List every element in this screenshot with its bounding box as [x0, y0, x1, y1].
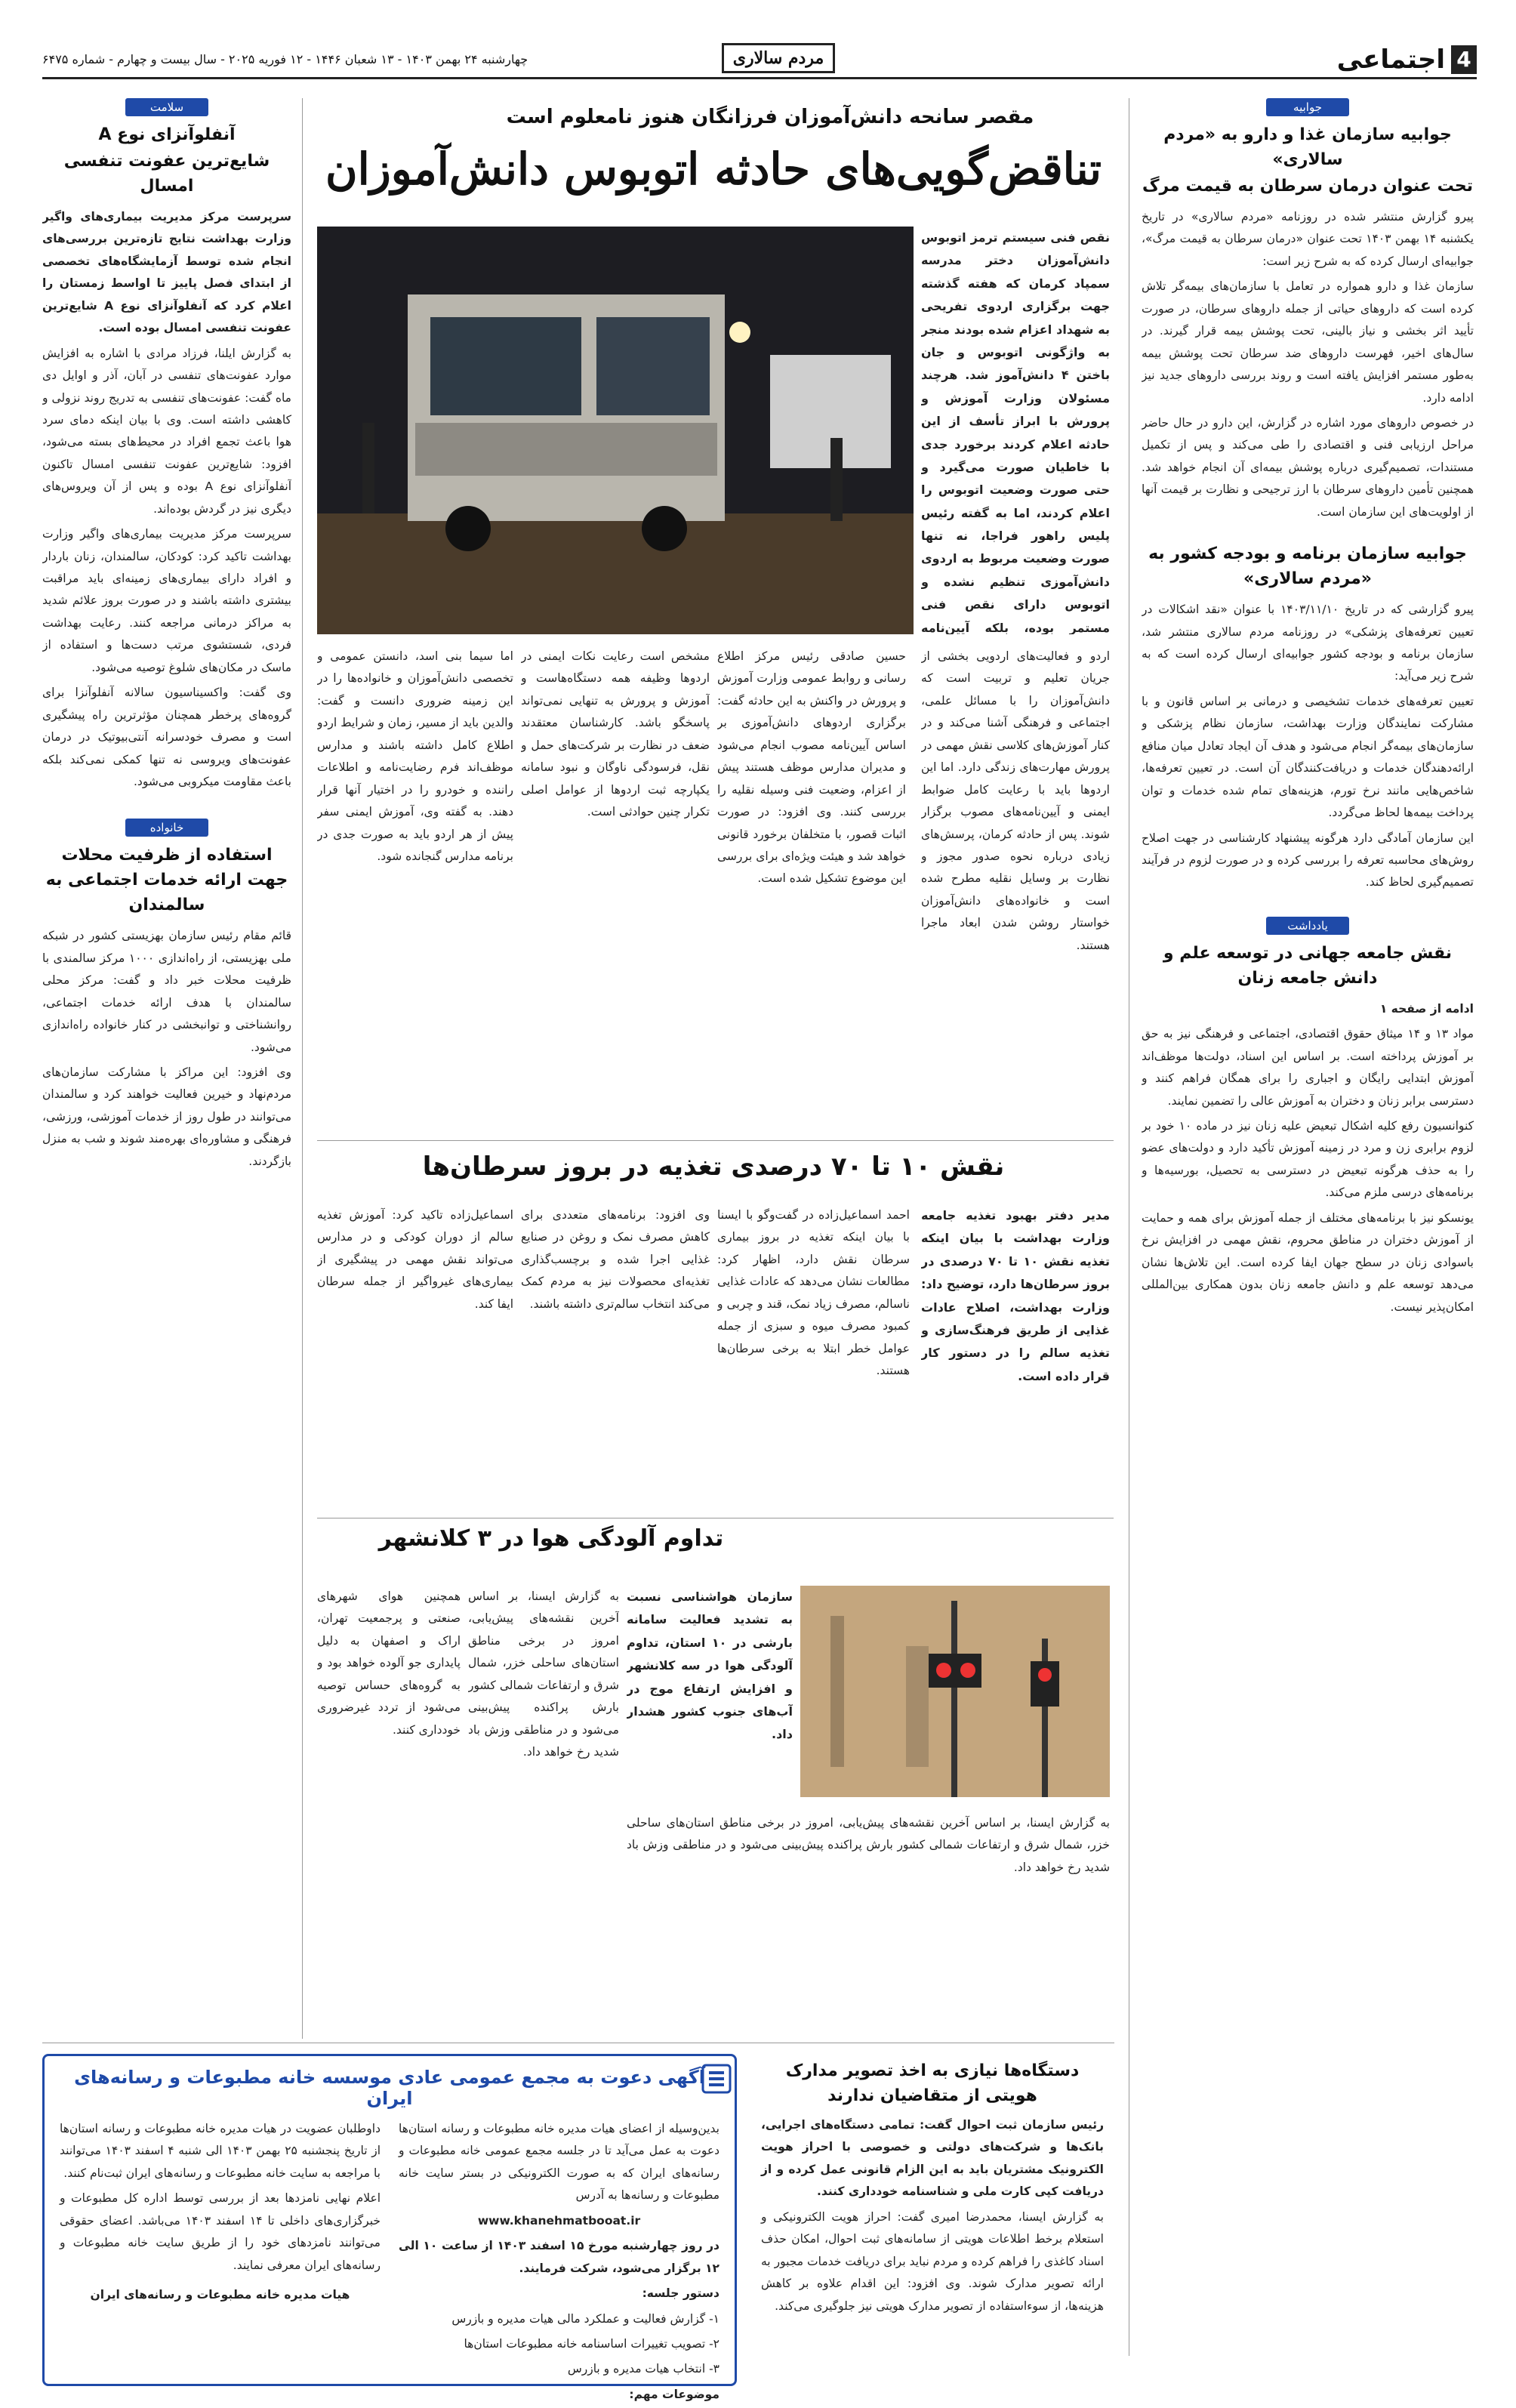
paragraph: اردو و فعالیت‌های اردویی بخشی از جریان تعلیم و تربیت است که دانش‌آموزان را با مسائل علمی، اجتماعی و فرهنگی آشنا می‌کند و در کنار آموزش‌های کلاسی نقش مهمی در پرورش مهارت‌های زندگی دارد. اما این اردوها باید با رعایت کامل ضوابط ایمنی و آیین‌نامه‌های مصوب برگزار شوند. پس از حادثه کرمان، پرسش‌های زیادی درباره نحوه صدور مجوز و نظارت بر وسایل نقلیه مطرح شده است و خانواده‌های دانش‌آموزان خواستار روشن شدن ابعاد ماجرا هستند.	[921, 649, 1110, 952]
nutrition-col-1	[717, 1204, 910, 1514]
paragraph: احمد اسماعیل‌زاده در گفت‌وگو با ایسنا با بیان اینکه تغذیه در بروز بیماری سرطان نقش دارد، اظهار کرد: مطالعات نشان می‌دهد که عادات غذایی ناسالم، مصرف زیاد نمک، قند و چربی و کمبود مصرف میوه و سبزی از جمله عوامل خطر ابتلا به برخی سرطان‌ها هستند.	[717, 1208, 910, 1378]
paragraph: به گزارش ایسنا، محمدرضا امیری گفت: احراز هویت الکترونیکی و استعلام برخط اطلاعات هویتی از سامانه‌های ثبت احوال، امکان حذف اسناد کاغذی را فراهم کرده و مردم نباید برای دریافت خدمات مجبور به ارائه تصویر مدارک شوند. وی افزود: این اقدام علاوه بر کاهش هزینه‌ها، از سوءاستفاده از تصویر مدارک هویتی نیز جلوگیری می‌کند.	[761, 2209, 1104, 2313]
ad-paragraph: در روز چهارشنبه مورخ ۱۵ اسفند ۱۴۰۳ از ساعت ۱۰ الی ۱۲ برگزار می‌شود، شرکت فرمایند.	[399, 2239, 720, 2275]
dateline: چهارشنبه ۲۴ بهمن ۱۴۰۳ - ۱۳ شعبان ۱۴۴۶ - ۱۲ فوریه ۲۰۲۵ - سال بیست و چهارم - شماره ۶۴۷۵	[42, 52, 528, 66]
paragraph: کنوانسیون رفع کلیه اشکال تبعیض علیه زنان نیز در ماده ۱۰ خود بر لزوم برابری زن و مرد در زمینه آموزش تأکید دارد و دولت‌های عضو را به حذف هرگونه تبعیض در دسترسی به تحصیل، بورسیه‌ها و برنامه‌های درسی ملزم می‌کند.	[1142, 1119, 1474, 1200]
main-kicker: مقصر سانحه دانش‌آموزان فرزانگان هنوز نامعلوم است	[506, 106, 1034, 128]
paragraph: وی افزود: این مراکز با مشارکت سازمان‌های مردم‌نهاد و خیرین فعالیت خواهند کرد و سالمندان می‌توانند در طول روز از خدمات آموزشی، ورزشی، فرهنگی و مشاوره‌ای بهره‌مند شوند و شب به منزل بازگردند.	[42, 1065, 291, 1168]
nutrition-col-2	[521, 1204, 710, 1514]
article-subtitle: شایع‌ترین عفونت تنفسی امسال	[63, 152, 270, 196]
ad-topics-label: موضوعات مهم:	[629, 2387, 719, 2401]
bus-accident-photo	[317, 227, 914, 634]
section-tag: جوابیه	[1266, 98, 1349, 116]
bus-photo-illustration	[317, 227, 914, 634]
article-title: جوابیه سازمان غذا و دارو به «مردم سالاری»	[1163, 125, 1452, 169]
article-body	[42, 925, 291, 1173]
paragraph: مشخص است رعایت نکات ایمنی در اردوها وظیفه همه دستگاه‌هاست و آموزش و پرورش به تنهایی نمی‌تواند پاسخگو باشد. کارشناسان معتقدند ضعف در نظارت بر شرکت‌های حمل و نقل، فرسودگی ناوگان و نبود سامانه یکپارچه ثبت اردوها از عوامل اصلی تکرار چنین حوادثی است.	[521, 649, 710, 819]
paragraph: سرپرست مرکز مدیریت بیماری‌های واگیر وزارت بهداشت تاکید کرد: کودکان، سالمندان، زنان باردار و افراد دارای بیماری‌های زمینه‌ای باید مراقبت بیشتری داشته باشند و در صورت بروز علائم شدید به مراکز درمانی مراجعه کنند. رعایت بهداشت فردی، شستشوی مرتب دست‌ها و استفاده از ماسک در مکان‌های شلوغ توصیه می‌شود.	[42, 527, 291, 674]
nutrition-lead-column	[921, 1204, 1110, 1514]
paragraph: سازمان غذا و دارو همواره در تعامل با سازمان‌های بیمه‌گر تلاش کرده است که داروهای حیاتی از جمله داروهای سرطان، در صورت تأیید اثر بخشی و نیاز بالینی، تحت پوشش بیمه قرار گیرند. در سال‌های اخیر، فهرست داروهای ضد سرطان تحت پوشش بیمه به‌طور مستمر افزایش یافته است و روند بررسی داروهای جدید نیز ادامه دارد.	[1142, 279, 1474, 405]
air-col-2	[317, 1586, 461, 2039]
article-body	[761, 2114, 1104, 2317]
ad-agenda-item: ۳- انتخاب هیات مدیره و بازرس	[567, 2362, 719, 2376]
column-divider	[302, 98, 303, 2039]
ad-paragraph: بدین‌وسیله از اعضای هیات مدیره خانه مطبوعات و رسانه استان‌ها دعوت به عمل می‌آید تا در جلسه مجمع عمومی خانه مطبوعات و رسانه‌های ایران که به صورت الکترونیکی در بستر سایت خانه مطبوعات و رسانه‌ها به آدرس	[399, 2122, 719, 2203]
right-column	[1142, 98, 1474, 2046]
lead-paragraph: رئیس سازمان ثبت احوال گفت: تمامی دستگاه‌های اجرایی، بانک‌ها و شرکت‌های دولتی و خصوصی با احراز هویت الکترونیک مشتریان باید به این الزام قانونی عمل کرده و از دریافت کپی کارت ملی و شناسنامه خودداری کنند.	[761, 2118, 1104, 2199]
main-text-col-4	[317, 646, 513, 1136]
paragraph: به گزارش ایسنا، بر اساس آخرین نقشه‌های پیش‌یابی، امروز در برخی مناطق استان‌های ساحلی خزر، شمال شرق و ارتفاعات شمالی کشور بارش پراکنده پیش‌بینی می‌شود و در مناطقی وزش باد شدید رخ خواهد داد.	[468, 1589, 619, 1759]
air-lead: سازمان هواشناسی نسبت به تشدید فعالیت سامانه بارشی در ۱۰ استان، تداوم آلودگی هوا در سه کلانشهر و افزایش ارتفاع موج در آب‌های جنوب کشور هشدار داد.	[627, 1589, 793, 1742]
paragraph: حسین صادقی رئیس مرکز اطلاع رسانی و روابط عمومی وزارت آموزش و پرورش در واکنش به این حادثه گفت: برگزاری اردوهای دانش‌آموزی بر اساس آیین‌نامه مصوب انجام می‌شود و مدیران مدارس موظف هستند پیش از اعزام، وضعیت فنی وسیله نقلیه را بررسی کنند. وی افزود: در صورت اثبات قصور، با متخلفان برخورد قانونی خواهد شد و هیئت ویژه‌ای برای بررسی این موضوع تشکیل شده است.	[717, 649, 906, 886]
paragraph: به گزارش ایسنا، بر اساس آخرین نقشه‌های پیش‌یابی، امروز در برخی مناطق استان‌های ساحلی خزر، شمال شرق و ارتفاعات شمالی کشور بارش پراکنده پیش‌بینی می‌شود و در مناطقی وزش باد شدید رخ خواهد داد.	[627, 1816, 1110, 1874]
main-headline: تناقض‌گویی‌های حادثه اتوبوس دانش‌آموزان	[325, 143, 1102, 195]
press-house-logo-icon	[701, 2064, 732, 2094]
article-body	[1142, 998, 1474, 1318]
article-title: جوابیه سازمان برنامه و بودجه کشور به «مردم سالاری»	[1148, 544, 1467, 589]
left-column	[42, 98, 291, 2046]
paragraph: در خصوص داروهای مورد اشاره در گزارش، این دارو در حال حاضر مراحل ارزیابی فنی و اقتصادی را طی می‌کند و پس از تکمیل مستندات، تصمیم‌گیری درباره پوشش بیمه‌ای آن انجام خواهد شد. همچنین تأمین داروهای سرطان با ارز ترجیحی و نظارت بر قیمت آنها از اولویت‌های این سازمان است.	[1142, 415, 1474, 519]
air-lead-column	[627, 1586, 793, 1812]
paragraph: وی گفت: واکسیناسیون سالانه آنفلوآنزا برای گروه‌های پرخطر همچنان مؤثرترین راه پیشگیری است و مصرف خودسرانه آنتی‌بیوتیک در درمان عفونت‌های ویروسی نه تنها کمکی نمی‌کند بلکه باعث مقاومت میکروبی می‌شود.	[42, 686, 291, 788]
traffic-light-illustration	[800, 1586, 1110, 1797]
article-title: استفاده از ظرفیت محلات جهت ارائه خدمات اجتماعی به سالمندان	[45, 846, 288, 915]
paragraph: قائم مقام رئیس سازمان بهزیستی کشور در شبکه ملی بهزیستی، از راه‌اندازی ۱۰۰۰ مرکز سالمندی با ظرفیت محلات خبر داد و گفت: مرکز محلی سالمندان با هدف ارائه خدمات اجتماعی، روانشناختی و توانبخشی در کنار خانواده راه‌اندازی می‌شود.	[42, 929, 291, 1054]
ad-agenda-item: ۲- تصویب تغییرات اساسنامه خانه مطبوعات استان‌ها	[464, 2336, 719, 2351]
section-tag: یادداشت	[1266, 917, 1349, 935]
page-number: 4	[1451, 45, 1477, 74]
article-body	[42, 206, 291, 793]
article-body	[1142, 599, 1474, 894]
documents-headline: دستگاه‌ها نیازی به اخذ تصویر مدارک هویتی از متقاضیان ندارند	[785, 2061, 1080, 2105]
paragraph: یونسکو نیز با برنامه‌های مختلف از جمله آموزش برای همه و حمایت از آموزش دختران در مناطق محروم، نقش مهمی در افزایش نرخ باسوادی زنان در سطح جهان ایفا کرده است. این تلاش‌ها نشان می‌دهد توسعه علم و دانش جامعه زنان بدون همکاری بین‌المللی امکان‌پذیر نیست.	[1142, 1210, 1474, 1314]
ad-column-left	[60, 2118, 381, 2408]
ad-title: آگهی دعوت به مجمع عمومی عادی موسسه خانه مطبوعات و رسانه‌های ایران	[74, 2067, 705, 2109]
main-text-col-2	[717, 646, 906, 1136]
paragraph: همچنین هوای شهرهای صنعتی و پرجمعیت تهران، اراک و اصفهان به دلیل پایداری جو آلوده خواهد بود و به گروه‌های حساس توصیه می‌شود از تردد غیرضروری خودداری کنند.	[317, 1589, 461, 1737]
ad-agenda-item: ۱- گزارش فعالیت و عملکرد مالی هیات مدیره و بازرس	[451, 2311, 719, 2326]
paragraph: پیرو گزارشی که در تاریخ ۱۴۰۳/۱۱/۱۰ با عنوان «نقد اشکالات در تعیین تعرفه‌های پزشکی» در روزنامه مردم سالاری منتشر شد، سازمان برنامه و بودجه کشور جوابیه‌ای ارسال کرده است که به شرح زیر می‌آید:	[1142, 603, 1474, 683]
article-title: نقش جامعه جهانی در توسعه علم و دانش جامعه زنان	[1163, 943, 1453, 988]
section-divider	[317, 1140, 1114, 1141]
paragraph: پیرو گزارش منتشر شده در روزنامه «مردم سالاری» در تاریخ یکشنبه ۱۴ بهمن ۱۴۰۳ تحت عنوان «درمان سرطان به قیمت مرگ»، جوابیه‌ای ارسال کرده که به شرح زیر است:	[1142, 210, 1474, 268]
main-lead: نقص فنی سیستم ترمز اتوبوس دانش‌آموزان دختر مدرسه سمپاد کرمان که هفته گذشته جهت برگزاری اردوی تفریحی به شهداد اعزام شده بودند منجر به واژگونی اتوبوس و جان باختن ۴ دانش‌آموز شد. هرچند مسئولان وزارت آموزش و پرورش با ابراز تأسف از این حادثه اعلام کردند برخورد جدی با خاطیان صورت می‌گیرد و حتی صورت وضعیت اتوبوس را اعلام کردند، اما به گفته رئیس پلیس راهور فراجا، نه تنها صورت وضعیت مربوط به اردوی دانش‌آموزی تنظیم نشده و اتوبوس دارای نقص فنی مستمر بوده، بلکه آیین‌نامه	[921, 230, 1110, 634]
article-body	[1142, 206, 1474, 523]
masthead-logo: مردم سالاری	[722, 43, 835, 73]
ad-column-right	[399, 2118, 719, 2408]
main-text-col-1	[921, 646, 1110, 1136]
press-house-advertisement	[42, 2054, 737, 2401]
ad-website-link[interactable]: www.khanehmatbooat.ir	[477, 2213, 641, 2228]
air-pollution-headline: تداوم آلودگی هوا در ۳ کلانشهر	[378, 1525, 724, 1552]
section-tag: خانواده	[125, 819, 208, 837]
documents-article	[755, 2054, 1110, 2386]
ad-paragraph: اعلام نهایی نامزدها بعد از بررسی توسط اداره کل مطبوعات و خبرگزاری‌های داخلی تا ۱۴ اسفند ۱۴۰۳ می‌باشد. اعضای حقوقی می‌توانند نامزدهای خود را از طریق سایت خانه مطبوعات و رسانه‌های ایران معرفی نمایند.	[60, 2191, 381, 2272]
nutrition-lead: مدیر دفتر بهبود تغذیه جامعه وزارت بهداشت با بیان اینکه تغذیه نقش ۱۰ تا ۷۰ درصدی در بروز سرطان‌ها دارد، توضیح داد: وزارت بهداشت، اصلاح عادات غذایی از طریق فرهنگ‌سازی و تغذیه سالم را در دستور کار قرار داده است.	[921, 1208, 1110, 1383]
paragraph: مواد ۱۳ و ۱۴ میثاق حقوق اقتصادی، اجتماعی و فرهنگی نیز به حق بر آموزش پرداخته است. بر اساس این اسناد، دولت‌ها موظف‌اند آموزش ابتدایی رایگان و اجباری را برای همگان فراهم کنند و دسترسی برابر زنان و دختران به آموزش عالی را تضمین نمایند.	[1142, 1027, 1474, 1108]
ad-agenda-label: دستور جلسه:	[642, 2286, 719, 2301]
air-continued	[627, 1812, 1110, 2039]
ad-content	[60, 2118, 719, 2408]
main-lead-column	[921, 227, 1110, 634]
paragraph: تعیین تعرفه‌های خدمات تشخیصی و درمانی بر اساس قانون و با مشارکت نمایندگان وزارت بهداشت، سازمان نظام پزشکی و سازمان‌های بیمه‌گر انجام می‌شود و هدف آن ایجاد تعادل میان منافع ارائه‌دهندگان خدمات و دریافت‌کنندگان آن است. در تعیین تعرفه‌ها، شاخص‌هایی مانند نرخ تورم، هزینه‌های تمام شده خدمات و توان پرداخت بیمه‌ها لحاظ می‌گردد.	[1142, 694, 1474, 820]
page-header	[42, 42, 1477, 79]
article-title: آنفلوآنزای نوع A	[98, 125, 236, 144]
dusty-city-photo	[800, 1586, 1110, 1797]
main-text-col-3	[521, 646, 710, 1136]
paragraph: این سازمان آمادگی دارد هرگونه پیشنهاد کارشناسی در جهت اصلاح روش‌های محاسبه تعرفه را بررسی کرده و در صورت لزوم در فرآیند تصمیم‌گیری لحاظ کند.	[1142, 831, 1474, 890]
ad-signature: هیات مدیره خانه مطبوعات و رسانه‌های ایران	[90, 2288, 350, 2302]
ad-paragraph: داوطلبان عضویت در هیات مدیره خانه مطبوعات و رسانه استان‌ها از تاریخ پنجشنبه ۲۵ بهمن ۱۴۰۳ الی شنبه ۴ اسفند ۱۴۰۳ می‌توانند با مراجعه به سایت خانه مطبوعات و رسانه‌های ایران ثبت‌نام کنند.	[60, 2122, 381, 2180]
section-title: اجتماعی	[1336, 45, 1445, 75]
paragraph: اسماعیل‌زاده تاکید کرد: آموزش تغذیه سالم از دوران کودکی و در مدارس می‌تواند نقش مهمی در پیشگیری از بیماری‌های غیرواگیر از جمله سرطان ایفا کند.	[317, 1208, 513, 1311]
paragraph: وی افزود: برنامه‌های متعددی برای کاهش مصرف نمک و روغن در صنایع غذایی اجرا شده و برچسب‌گذاری تغذیه‌ای محصولات نیز به مردم کمک می‌کند انتخاب سالم‌تری داشته باشند.	[521, 1208, 710, 1311]
air-col-1	[468, 1586, 619, 2039]
lead-paragraph: سرپرست مرکز مدیریت بیماری‌های واگیر وزارت بهداشت نتایج تازه‌ترین بررسی‌های انجام شده توسط آزمایشگاه‌های تخصصی از ابتدای فصل پاییز تا اواسط زمستان را اعلام کرد که آنفلوآنزای نوع A شایع‌ترین عفونت تنفسی امسال بوده است.	[42, 210, 291, 335]
paragraph: اما سیما بنی اسد، دانستن عمومی و تخصصی دانش‌آموزان و خانواده‌ها را در این زمینه ضروری دانست و گفت: والدین باید از مسیر، زمان و شرایط اردو اطلاع کامل داشته باشند و مدارس موظف‌اند فرم رضایت‌نامه و اطلاعات راننده و خودرو را در اختیار آنها قرار دهند. به گفته وی، آموزش ایمنی سفر پیش از هر اردو باید به صورت جدی در برنامه مدارس گنجانده شود.	[317, 649, 513, 863]
article-subtitle: تحت عنوان درمان سرطان به قیمت مرگ	[1142, 177, 1474, 196]
section-name	[1337, 45, 1477, 75]
section-tag: سلامت	[125, 98, 208, 116]
paragraph: به گزارش ایلنا، فرزاد مرادی با اشاره به افزایش موارد عفونت‌های تنفسی در آبان، آذر و اوایل دی ماه گفت: عفونت‌های تنفسی به تدریج روند نزولی و کاهشی داشته است. وی با بیان اینکه دمای سرد هوا باعث تجمع افراد در محیط‌های بسته می‌شود، افزود: شایع‌ترین عفونت تنفسی امسال تاکنون آنفلوآنزای نوع A بوده و پس از آن ویروس‌های دیگری نیز در گردش بوده‌اند.	[42, 346, 291, 516]
nutrition-headline: نقش ۱۰ تا ۷۰ درصدی تغذیه در بروز سرطان‌ها	[422, 1152, 1005, 1182]
continuation-note: ادامه از صفحه ۱	[1379, 1001, 1474, 1016]
nutrition-col-3	[317, 1204, 513, 1514]
